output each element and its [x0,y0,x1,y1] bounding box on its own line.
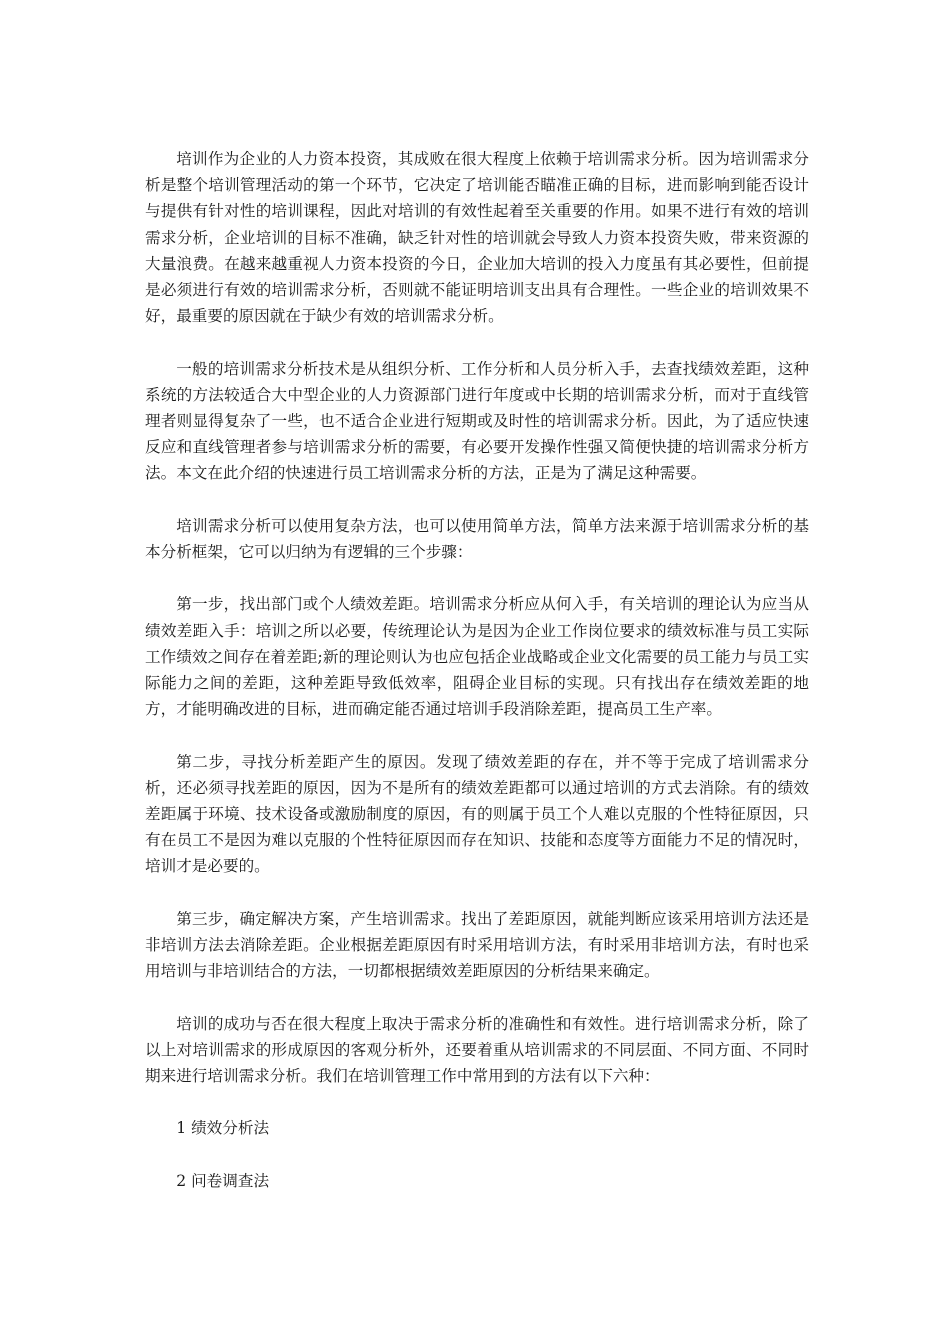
paragraph-step-two: 第二步，寻找分析差距产生的原因。发现了绩效差距的存在，并不等于完成了培训需求分析，还必须寻找差距的原因，因为不是所有的绩效差距都可以通过培训的方式去消除。有的绩效差距属于环境、技术设备或激励制度的原因，有的则属于员工个人难以克服的个性特征原因，只有在员工不是因为难以克服的个性特征原因而存在知识、技能和态度等方面能力不足的情况时，培训才是必要的。 [145,752,809,876]
document-body [145,146,809,1220]
paragraph-step-three: 第三步，确定解决方案，产生培训需求。找出了差距原因，就能判断应该采用培训方法还是非培训方法去消除差距。企业根据差距原因有时采用培训方法，有时采用非培训方法，有时也采用培训与非培训结合的方法，一切都根据绩效差距原因的分析结果来确定。 [145,909,809,981]
paragraph-step-one: 第一步，找出部门或个人绩效差距。培训需求分析应从何入手，有关培训的理论认为应当从绩效差距入手：培训之所以必要，传统理论认为是因为企业工作岗位要求的绩效标准与员工实际工作绩效之间存在着差距;新的理论则认为也应包括企业战略或企业文化需要的员工能力与员工实际能力之间的差距，这种差距导致低效率，阻碍企业目标的实现。只有找出存在绩效差距的地方，才能明确改进的目标，进而确定能否通过培训手段消除差距，提高员工生产率。 [145,595,809,719]
list-item-method-2: 2 问卷调查法 [176,1171,270,1190]
paragraph-three-steps: 培训需求分析可以使用复杂方法，也可以使用简单方法，简单方法来源于培训需求分析的基本分析框架，它可以归纳为有逻辑的三个步骤： [145,516,809,562]
paragraph-six-methods: 培训的成功与否在很大程度上取决于需求分析的准确性和有效性。进行培训需求分析，除了以上对培训需求的形成原因的客观分析外，还要着重从培训需求的不同层面、不同方面、不同时期来进行培训需求分析。我们在培训管理工作中常用到的方法有以下六种： [145,1014,809,1086]
paragraph-general-techniques: 一般的培训需求分析技术是从组织分析、工作分析和人员分析入手，去查找绩效差距，这种系统的方法较适合大中型企业的人力资源部门进行年度或中长期的培训需求分析，而对于直线管理者则显得复杂了一些，也不适合企业进行短期或及时性的培训需求分析。因此，为了适应快速反应和直线管理者参与培训需求分析的需要，有必要开发操作性强又简便快捷的培训需求分析方法。本文在此介绍的快速进行员工培训需求分析的方法，正是为了满足这种需要。 [145,359,809,483]
list-item-method-1: 1 绩效分析法 [176,1119,270,1138]
paragraph-intro: 培训作为企业的人力资本投资，其成败在很大程度上依赖于培训需求分析。因为培训需求分析是整个培训管理活动的第一个环节，它决定了培训能否瞄准正确的目标，进而影响到能否设计与提供有针对性的培训课程，因此对培训的有效性起着至关重要的作用。如果不进行有效的培训需求分析，企业培训的目标不准确，缺乏针对性的培训就会导致人力资本投资失败，带来资源的大量浪费。在越来越重视人力资本投资的今日，企业加大培训的投入力度虽有其必要性，但前提是必须进行有效的培训需求分析，否则就不能证明培训支出具有合理性。一些企业的培训效果不好，最重要的原因就在于缺少有效的培训需求分析。 [145,150,809,326]
